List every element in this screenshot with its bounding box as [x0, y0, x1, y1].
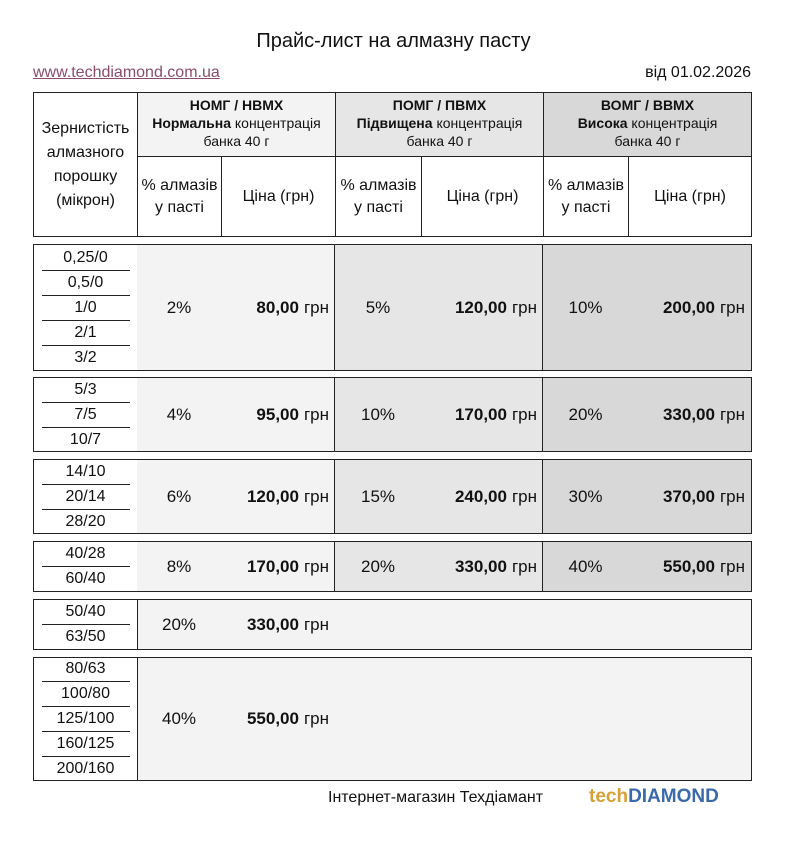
concentration-name: Нормальна: [152, 115, 231, 131]
price-header: Ціна (грн): [654, 188, 726, 205]
grain-size: 160/125: [42, 732, 130, 757]
price-cell: [335, 460, 543, 533]
price: [421, 460, 537, 533]
price: [221, 460, 329, 533]
grain-size: 1/0: [42, 296, 130, 321]
grain-sizes: [34, 600, 138, 649]
price: [221, 658, 329, 780]
column-code: ВОМГ / ВВМХ: [600, 97, 695, 113]
currency: грн: [719, 486, 745, 506]
currency: грн: [511, 486, 537, 506]
diamond-percent: 10%: [568, 297, 603, 317]
diamond-percent: 8%: [166, 556, 192, 576]
diamond-percent: 20%: [161, 614, 197, 634]
jar-size: банка 40 г: [406, 133, 473, 149]
price-cell: [335, 542, 543, 591]
pct-header: % алмазів у пасті: [138, 157, 222, 237]
currency: грн: [719, 297, 745, 317]
price-group: [33, 541, 752, 592]
price-cell: [543, 245, 751, 370]
price-value: 120,00: [454, 297, 507, 317]
currency: грн: [511, 556, 537, 576]
concentration-label: концентрація: [230, 115, 321, 131]
currency: грн: [511, 297, 537, 317]
diamond-percent: 2%: [166, 297, 192, 317]
grain-size-header: Зернистість алмазного порошку (мікрон): [34, 93, 138, 236]
grain-sizes: [34, 245, 138, 370]
diamond-percent: 4%: [166, 404, 192, 424]
currency: грн: [303, 709, 329, 728]
price: [628, 542, 745, 591]
grain-size: 0,25/0: [42, 246, 130, 271]
price-header: Ціна (грн): [222, 157, 336, 237]
price-group: [33, 599, 752, 650]
jar-size: банка 40 г: [203, 133, 270, 149]
price-value: 240,00: [454, 486, 507, 506]
grain-sizes: [34, 378, 138, 451]
price-date: від 01.02.2026: [645, 64, 751, 81]
diamond-percent: 40%: [568, 556, 603, 576]
concentration-name: Підвищена: [356, 115, 433, 131]
grain-size: 0,5/0: [42, 271, 130, 296]
diamond-percent: 6%: [166, 486, 192, 506]
grain-size: 40/28: [42, 542, 130, 567]
grain-size: 3/2: [74, 348, 97, 366]
column-code: ПОМГ / ПВМХ: [392, 97, 487, 113]
grain-size: 50/40: [42, 600, 130, 625]
price-cell: [543, 542, 751, 591]
price-group: [33, 244, 752, 371]
table-header: [33, 92, 752, 237]
price-value: 80,00: [256, 297, 299, 317]
page-title: Прайс-лист на алмазну пасту: [256, 30, 531, 52]
price: [628, 460, 745, 533]
grain-size: 60/40: [65, 570, 106, 587]
currency: грн: [303, 614, 329, 634]
price: [221, 378, 329, 451]
price: [421, 378, 537, 451]
price: [628, 378, 745, 451]
pct-header: % алмазів у пасті: [336, 157, 422, 237]
grain-size: 63/50: [65, 628, 106, 645]
brand-logo: [589, 786, 719, 808]
price-value: 95,00: [256, 404, 299, 424]
price-value: 550,00: [246, 709, 299, 728]
diamond-percent: 15%: [360, 486, 396, 506]
price: [221, 600, 329, 649]
price-value: 120,00: [246, 486, 299, 506]
price-value: 170,00: [454, 404, 507, 424]
price-cell: [543, 460, 751, 533]
grain-size: 14/10: [42, 460, 130, 485]
grain-sizes: [34, 542, 138, 591]
currency: грн: [303, 556, 329, 576]
currency: грн: [719, 556, 745, 576]
diamond-percent: 10%: [360, 404, 396, 424]
price-value: 170,00: [246, 556, 299, 576]
diamond-percent: 30%: [568, 486, 603, 506]
grain-size: 20/14: [42, 485, 130, 510]
grain-size: 100/80: [42, 682, 130, 707]
grain-size: 125/100: [42, 707, 130, 732]
price: [221, 542, 329, 591]
brand-tech: tech: [589, 786, 629, 807]
grain-size: 80/63: [42, 657, 130, 682]
grain-size: 200/160: [56, 760, 115, 777]
price-cell: [137, 460, 335, 533]
brand-diamond: DIAMOND: [628, 786, 719, 807]
column-code: НОМГ / НВМХ: [189, 97, 284, 113]
price-cell: [543, 378, 751, 451]
price-cell: [335, 378, 543, 451]
grain-size: 5/3: [42, 378, 130, 403]
currency: грн: [719, 404, 745, 424]
price-cell: [335, 245, 543, 370]
concentration-label: концентрація: [627, 115, 718, 131]
grain-size: 28/20: [65, 512, 106, 530]
price: [421, 245, 537, 370]
price-cell: [137, 245, 335, 370]
pct-header: % алмазів у пасті: [544, 157, 629, 237]
price-value: 330,00: [662, 404, 715, 424]
column-header-normal: [138, 93, 336, 157]
price-value: 550,00: [662, 556, 715, 576]
currency: грн: [303, 486, 329, 506]
price-value: 200,00: [662, 297, 715, 317]
price-group: [33, 657, 752, 781]
price-header: Ціна (грн): [422, 157, 544, 237]
grain-sizes: [34, 460, 138, 533]
price-value: 330,00: [454, 556, 507, 576]
price: [221, 245, 329, 370]
price-cell: [137, 378, 335, 451]
price-cell: [137, 600, 335, 649]
diamond-percent: 20%: [360, 556, 396, 576]
diamond-percent: 20%: [568, 404, 603, 424]
price-group: [33, 459, 752, 534]
jar-size: банка 40 г: [614, 133, 681, 149]
grain-size: 2/1: [42, 321, 130, 346]
shop-name: Інтернет-магазин Техдіамант: [328, 789, 544, 806]
column-header-increased: [336, 93, 544, 157]
currency: грн: [303, 404, 329, 424]
website-link[interactable]: www.techdiamond.com.ua: [33, 64, 220, 81]
currency: грн: [303, 297, 329, 317]
currency: грн: [511, 404, 537, 424]
grain-size: 10/7: [69, 430, 102, 448]
price: [628, 245, 745, 370]
diamond-percent: 40%: [161, 709, 197, 728]
price: [421, 542, 537, 591]
price-value: 370,00: [662, 486, 715, 506]
concentration-label: концентрація: [432, 115, 523, 131]
price-group: [33, 377, 752, 452]
price-value: 330,00: [246, 614, 299, 634]
price-cell: [137, 658, 335, 780]
price-cell: [137, 542, 335, 591]
diamond-percent: 5%: [365, 297, 391, 317]
concentration-name: Висока: [577, 115, 628, 131]
grain-sizes: [34, 658, 138, 780]
grain-size: 7/5: [42, 403, 130, 428]
column-header-high: [544, 93, 751, 157]
